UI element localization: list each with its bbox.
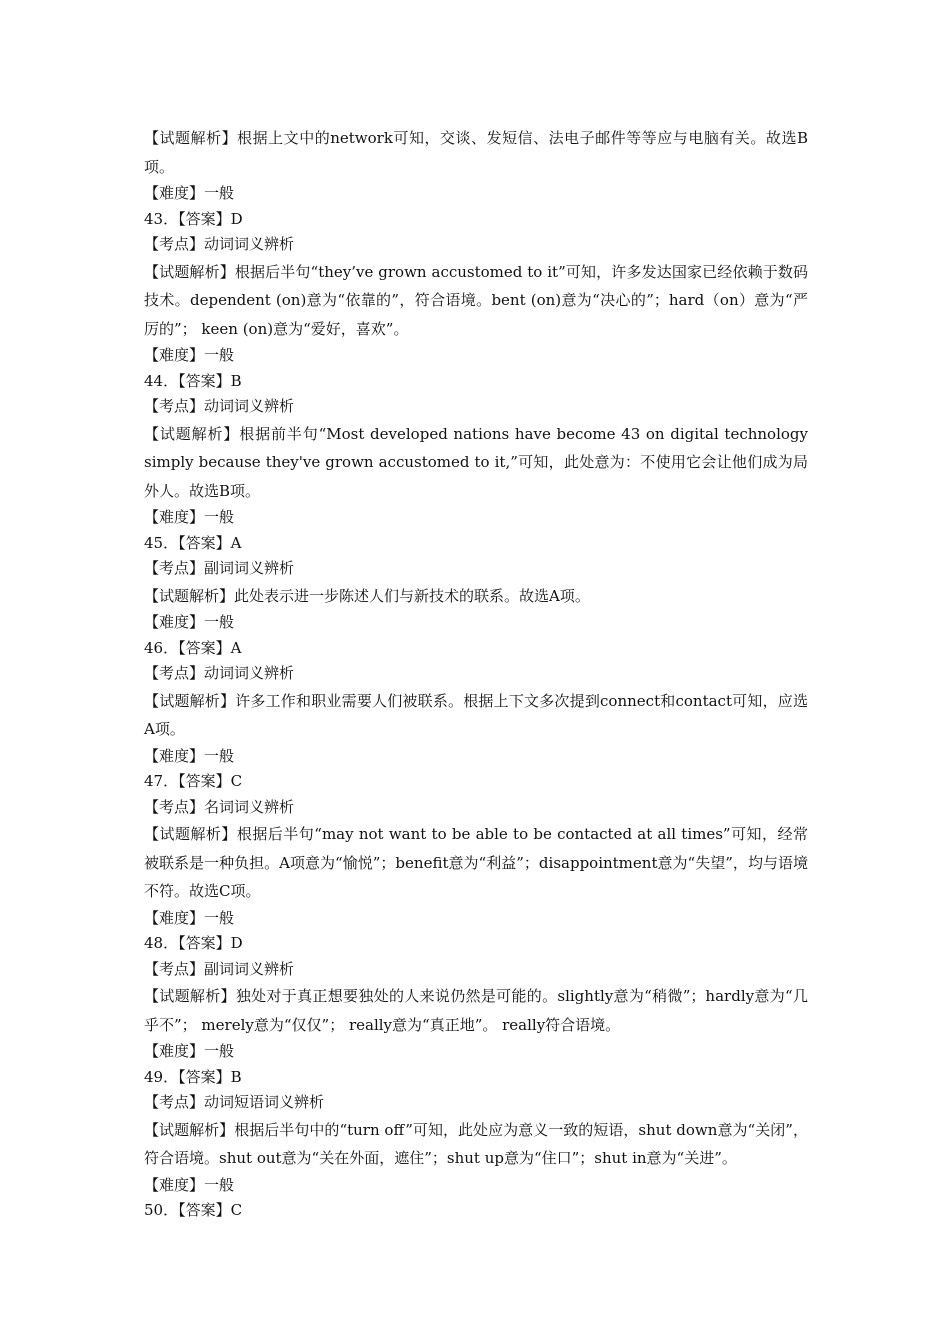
difficulty-line: 【难度】一般 [144,1042,235,1060]
topic-line: 【考点】副词词义辨析 [144,559,295,577]
topic-line: 【考点】动词词义辨析 [144,664,295,682]
difficulty-line: 【难度】一般 [144,508,235,526]
difficulty-line: 【难度】一般 [144,746,235,765]
topic-line: 【考点】动词词义辨析 [144,397,295,415]
answer-line: 48．【答案】D [144,934,243,952]
difficulty-line: 【难度】一般 [144,346,235,364]
answer-line: 49．【答案】B [144,1067,242,1086]
answer-line: 43．【答案】D [144,209,243,228]
difficulty-line: 【难度】一般 [144,1175,235,1194]
difficulty-line: 【难度】一般 [144,908,235,927]
analysis-paragraph: 【试题解析】根据后半句中的“turn off”可知，此处应为意义一致的短语，shut down意为“关闭”，符合语境。shut out意为“关在外面，遮住”；shut up意为“住口”；shut in意为“关进”。 [144,1120,808,1167]
analysis-paragraph: 【试题解析】根据上文中的network可知，交谈、发短信、法电子邮件等等应与电脑有关。故选B项。 [144,129,808,176]
analysis-paragraph: 【试题解析】根据后半句“may not want to be able to be contacted at all times”可知，经常被联系是一种负担。A项意为“愉悦”；benefit意为“利益”；disappointment意为“失望”，均与语境不符。故选C项。 [144,825,808,900]
analysis-paragraph: 【试题解析】根据前半句“Most developed nations have become 43 on digital technology simply because they've grown accustomed to it,”可知，此处意为：不使用它会让他们成为局外人。故选B项。 [144,424,808,500]
document-body [144,124,808,1224]
analysis-paragraph: 【试题解析】根据后半句“they’ve grown accustomed to it”可知，许多发达国家已经依赖于数码技术。dependent (on)意为“依靠的”，符合语境。bent (on)意为“决心的”；hard（on）意为“严厉的”； keen (on)意为“爱好，喜欢”。 [144,262,808,338]
answer-line: 45．【答案】A [144,533,242,552]
topic-line: 【考点】副词词义辨析 [144,959,295,978]
difficulty-line: 【难度】一般 [144,613,235,631]
difficulty-line: 【难度】一般 [144,184,235,202]
answer-line: 47．【答案】C [144,772,243,790]
analysis-paragraph: 【试题解析】独处对于真正想要独处的人来说仍然是可能的。slightly意为“稍微”；hardly意为“几乎不”； merely意为“仅仅”； really意为“真正地”。 really符合语境。 [144,987,808,1034]
analysis-paragraph: 【试题解析】此处表示进一步陈述人们与新技术的联系。故选A项。 [144,586,590,605]
topic-line: 【考点】动词词义辨析 [144,235,295,253]
answer-line: 46．【答案】A [144,638,242,657]
answer-line: 44．【答案】B [144,371,242,390]
answer-line: 50．【答案】C [144,1201,243,1219]
topic-line: 【考点】名词词义辨析 [144,797,295,816]
topic-line: 【考点】动词短语词义辨析 [144,1093,325,1111]
analysis-paragraph: 【试题解析】许多工作和职业需要人们被联系。根据上下文多次提到connect和contact可知，应选A项。 [144,691,808,738]
